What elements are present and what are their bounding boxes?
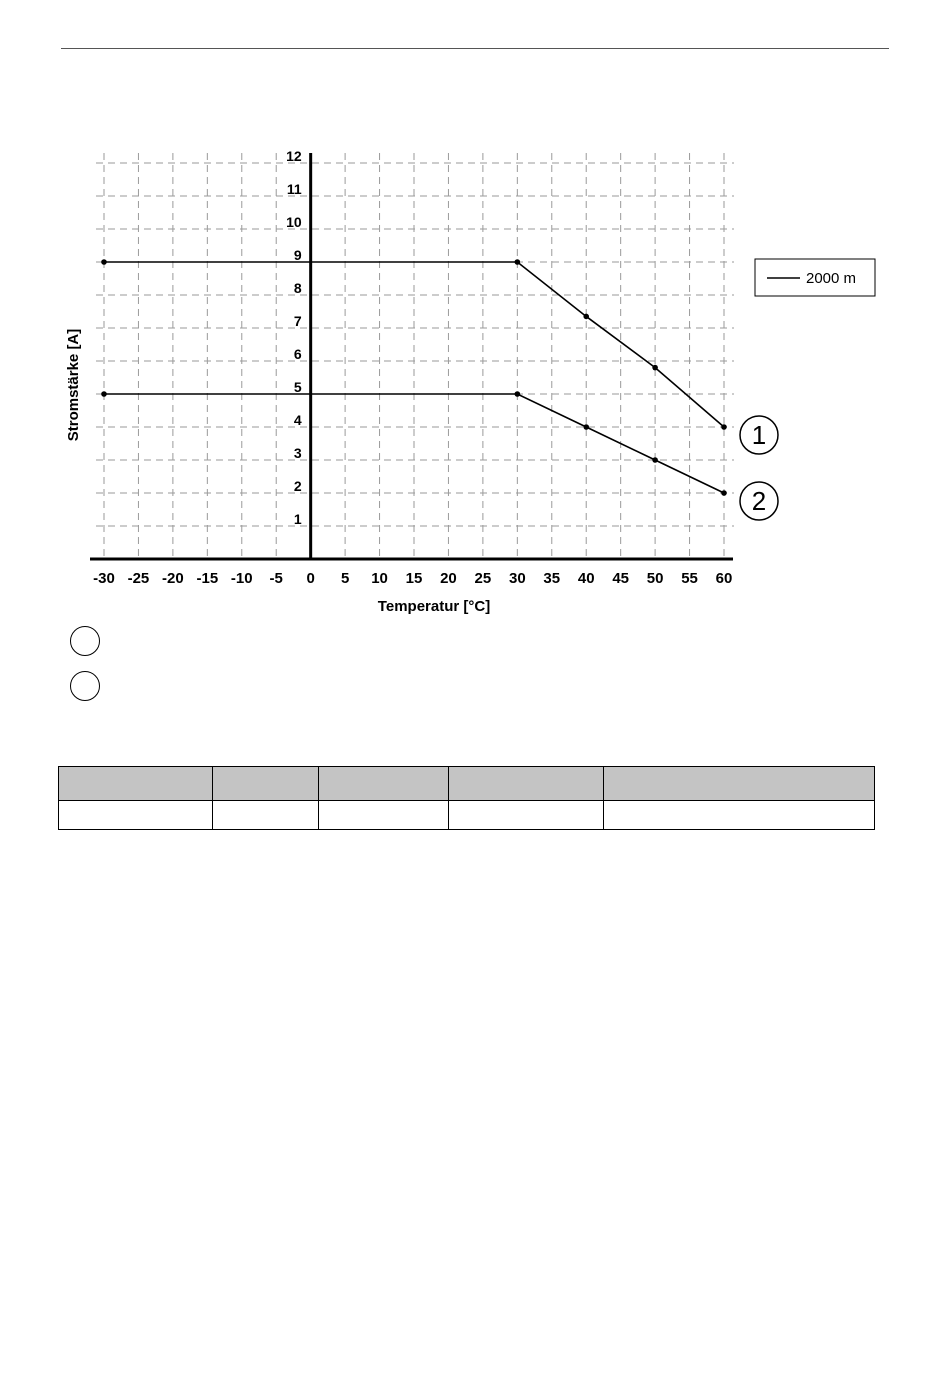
x-tick-label: 60 <box>715 570 733 587</box>
data-point <box>101 259 107 265</box>
info-table <box>58 766 875 830</box>
x-tick-label: -30 <box>93 570 115 587</box>
y-tick-labels <box>286 148 302 527</box>
data-point <box>583 424 589 430</box>
y-tick-label: 8 <box>293 280 302 296</box>
data-point <box>515 259 521 265</box>
x-tick-label: 50 <box>646 570 664 587</box>
x-tick-label: -10 <box>230 570 253 587</box>
series-marker-label-1: 1 <box>751 420 767 450</box>
table-cell <box>212 801 318 830</box>
x-tick-label: 30 <box>508 570 526 587</box>
x-tick-label: -5 <box>269 570 283 587</box>
y-tick-label: 11 <box>286 181 302 197</box>
derating-chart <box>0 0 950 640</box>
x-tick-label: 15 <box>405 570 423 587</box>
series-markers <box>740 416 778 520</box>
x-tick-label: -25 <box>127 570 150 587</box>
y-tick-label: 2 <box>293 478 302 494</box>
x-axis-label: Temperatur [°C] <box>377 598 491 615</box>
x-tick-label: 45 <box>612 570 630 587</box>
table-header-cell <box>449 767 604 801</box>
axes <box>90 153 733 559</box>
x-tick-label: 25 <box>474 570 492 587</box>
y-tick-label: 10 <box>286 214 302 230</box>
x-tick-labels <box>93 570 732 587</box>
y-tick-label: 7 <box>293 313 302 329</box>
x-tick-label: 20 <box>440 570 457 587</box>
table-header-cell <box>59 767 213 801</box>
y-tick-label: 1 <box>293 511 302 527</box>
data-point <box>652 457 658 463</box>
table-cell <box>449 801 604 830</box>
note-marker-2 <box>70 671 100 701</box>
table-row <box>59 801 875 830</box>
data-point <box>583 314 589 320</box>
table-cell <box>59 801 213 830</box>
series-marker-label-2: 2 <box>751 486 767 516</box>
data-point <box>652 365 658 371</box>
x-tick-label: 40 <box>577 570 595 587</box>
x-tick-label: 10 <box>371 570 388 587</box>
legend <box>755 259 875 296</box>
x-tick-label: 55 <box>681 570 698 587</box>
x-tick-label: 35 <box>543 570 561 587</box>
table-header-row <box>59 767 875 801</box>
data-point <box>721 424 727 430</box>
table-header-cell <box>212 767 318 801</box>
data-point <box>101 391 107 397</box>
x-tick-label: -15 <box>196 570 219 587</box>
y-tick-label: 3 <box>293 445 302 461</box>
note-marker-1 <box>70 626 100 656</box>
legend-label: 2000 m <box>806 270 857 287</box>
table-cell <box>604 801 875 830</box>
y-axis-label: Stromstärke [A] <box>65 328 82 442</box>
table-cell <box>318 801 449 830</box>
y-tick-label: 4 <box>293 412 302 428</box>
table-header-cell <box>604 767 875 801</box>
data-point <box>515 391 521 397</box>
table-header-cell <box>318 767 449 801</box>
y-tick-label: 6 <box>293 346 302 362</box>
y-tick-label: 5 <box>293 379 302 395</box>
data-point <box>721 490 727 496</box>
x-tick-label: 5 <box>340 570 350 587</box>
x-tick-label: 0 <box>306 570 315 587</box>
y-tick-label: 9 <box>293 247 302 263</box>
x-tick-label: -20 <box>162 570 184 587</box>
y-tick-label: 12 <box>286 148 302 164</box>
